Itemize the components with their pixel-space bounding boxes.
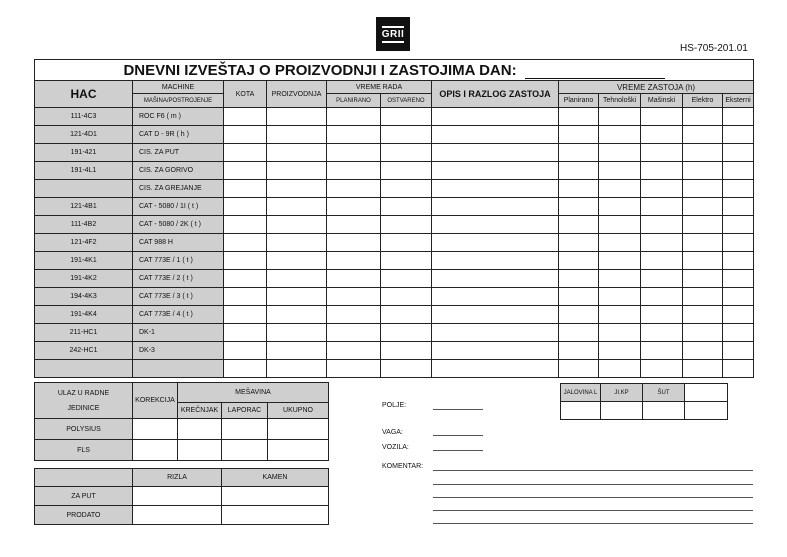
- input-cell[interactable]: [599, 216, 641, 234]
- input-cell[interactable]: [381, 252, 432, 270]
- input-cell[interactable]: [599, 324, 641, 342]
- input-cell[interactable]: [641, 162, 683, 180]
- input-cell[interactable]: [327, 126, 381, 144]
- input-cell[interactable]: [432, 162, 559, 180]
- input-cell[interactable]: [683, 324, 723, 342]
- input-cell[interactable]: [559, 108, 599, 126]
- table-row: [35, 144, 754, 162]
- input-cell[interactable]: [641, 324, 683, 342]
- input-cell[interactable]: [723, 342, 754, 360]
- jikp-header: JI.KP: [601, 384, 643, 402]
- fls-label: FLS: [35, 440, 133, 461]
- input-cell[interactable]: [327, 180, 381, 198]
- input-cell[interactable]: [133, 487, 222, 506]
- table-row: [35, 324, 754, 342]
- input-cell[interactable]: [432, 198, 559, 216]
- input-cell[interactable]: [432, 270, 559, 288]
- input-cell[interactable]: [432, 180, 559, 198]
- input-cell[interactable]: [599, 234, 641, 252]
- input-cell[interactable]: [432, 252, 559, 270]
- kamen-header: KAMEN: [222, 469, 329, 487]
- input-cell[interactable]: [432, 144, 559, 162]
- table-row: [35, 270, 754, 288]
- input-cell[interactable]: [224, 126, 267, 144]
- vreme-rada-header: VREME RADA: [327, 81, 432, 94]
- input-cell[interactable]: [683, 126, 723, 144]
- input-cell[interactable]: [599, 288, 641, 306]
- machine-name: CAT - 5080 / 1I ( t ): [133, 198, 224, 216]
- input-cell[interactable]: [723, 180, 754, 198]
- input-cell[interactable]: [224, 198, 267, 216]
- input-cell[interactable]: [599, 108, 641, 126]
- vaga-label: VAGA:: [382, 429, 403, 436]
- input-cell[interactable]: [683, 252, 723, 270]
- input-cell[interactable]: [432, 216, 559, 234]
- za-put-label: ZA PUT: [35, 487, 133, 506]
- input-cell[interactable]: [683, 198, 723, 216]
- input-cell[interactable]: [432, 306, 559, 324]
- rizla-corner: [35, 469, 133, 487]
- input-cell[interactable]: [559, 144, 599, 162]
- vaga-line[interactable]: [433, 435, 483, 436]
- table-row: [35, 198, 754, 216]
- input-cell[interactable]: [267, 108, 327, 126]
- input-cell[interactable]: [723, 306, 754, 324]
- machine-header: MACHINE: [133, 81, 224, 94]
- input-cell[interactable]: [599, 306, 641, 324]
- komentar-line[interactable]: [433, 470, 753, 471]
- production-report-table: [34, 59, 754, 378]
- input-cell[interactable]: [224, 180, 267, 198]
- input-cell[interactable]: [432, 324, 559, 342]
- input-cell[interactable]: [178, 419, 222, 440]
- input-cell[interactable]: [723, 198, 754, 216]
- prodato-label: PRODATO: [35, 506, 133, 525]
- zastoj-col-header: Planirano: [559, 94, 599, 108]
- input-cell[interactable]: [559, 162, 599, 180]
- input-cell[interactable]: [641, 180, 683, 198]
- input-cell[interactable]: [268, 440, 329, 461]
- ostvareno-header: OSTVARENO: [381, 94, 432, 108]
- input-cell[interactable]: [381, 288, 432, 306]
- input-cell[interactable]: [224, 108, 267, 126]
- machine-name: DK-1: [133, 324, 224, 342]
- machine-name: CIS. ZA PUT: [133, 144, 224, 162]
- input-cell[interactable]: [599, 162, 641, 180]
- input-cell[interactable]: [685, 402, 728, 420]
- input-cell[interactable]: [224, 324, 267, 342]
- input-cell[interactable]: [683, 306, 723, 324]
- input-cell[interactable]: [641, 126, 683, 144]
- input-cell[interactable]: [381, 108, 432, 126]
- input-cell[interactable]: [224, 216, 267, 234]
- input-cell[interactable]: [432, 360, 559, 378]
- machine-name: CAT - 5080 / 2K ( t ): [133, 216, 224, 234]
- input-cell[interactable]: [723, 252, 754, 270]
- input-cell[interactable]: [559, 126, 599, 144]
- table-row: [35, 162, 754, 180]
- table-row: [35, 108, 754, 126]
- hac-header: HAC: [35, 81, 133, 108]
- company-logo: GRII: [376, 17, 410, 51]
- hac-code: [35, 180, 133, 198]
- machine-name: CAT 988 H: [133, 234, 224, 252]
- input-cell[interactable]: [267, 270, 327, 288]
- input-cell[interactable]: [178, 440, 222, 461]
- input-cell[interactable]: [381, 144, 432, 162]
- input-cell[interactable]: [327, 270, 381, 288]
- input-cell[interactable]: [133, 419, 178, 440]
- input-cell[interactable]: [133, 440, 178, 461]
- machine-name: ROC F6 ( m ): [133, 108, 224, 126]
- input-cell[interactable]: [683, 162, 723, 180]
- input-cell[interactable]: [267, 216, 327, 234]
- vozila-line[interactable]: [433, 450, 483, 451]
- input-cell[interactable]: [381, 126, 432, 144]
- korekcija-header: KOREKCIJA: [133, 383, 178, 419]
- input-cell[interactable]: [641, 234, 683, 252]
- hac-code: 191-421: [35, 144, 133, 162]
- report-title: DNEVNI IZVEŠTAJ O PROIZVODNJI I ZASTOJIMA DAN:: [35, 60, 754, 81]
- input-cell[interactable]: [641, 342, 683, 360]
- ulaz-table: [34, 382, 329, 461]
- input-cell[interactable]: [327, 360, 381, 378]
- input-cell[interactable]: [559, 216, 599, 234]
- input-cell[interactable]: [327, 306, 381, 324]
- input-cell[interactable]: [224, 162, 267, 180]
- input-cell[interactable]: [222, 487, 329, 506]
- input-cell[interactable]: [683, 108, 723, 126]
- input-cell[interactable]: [327, 216, 381, 234]
- input-cell[interactable]: [723, 270, 754, 288]
- hac-code: 111-4B2: [35, 216, 133, 234]
- machine-name: CAT 773E / 4 ( t ): [133, 306, 224, 324]
- proizvodnja-header: PROIZVODNJA: [267, 81, 327, 108]
- input-cell[interactable]: [599, 270, 641, 288]
- input-cell[interactable]: [601, 402, 643, 420]
- input-cell[interactable]: [559, 360, 599, 378]
- input-cell[interactable]: [327, 144, 381, 162]
- opis-header: OPIS I RAZLOG ZASTOJA: [432, 81, 559, 108]
- input-cell[interactable]: [224, 252, 267, 270]
- zastoj-col-header: Elektro: [683, 94, 723, 108]
- input-cell[interactable]: [559, 306, 599, 324]
- document-code: HS-705-201.01: [680, 43, 748, 54]
- hac-code: 191-4L1: [35, 162, 133, 180]
- input-cell[interactable]: [685, 384, 728, 402]
- input-cell[interactable]: [267, 288, 327, 306]
- input-cell[interactable]: [381, 270, 432, 288]
- machine-name: CIS. ZA GORIVO: [133, 162, 224, 180]
- input-cell[interactable]: [432, 108, 559, 126]
- table-row: [35, 216, 754, 234]
- planirano-header: PLANIRANO: [327, 94, 381, 108]
- zastoj-col-header: Tehnološki: [599, 94, 641, 108]
- input-cell[interactable]: [327, 234, 381, 252]
- table-row: [35, 306, 754, 324]
- polje-label: POLJE:: [382, 402, 407, 409]
- input-cell[interactable]: [381, 216, 432, 234]
- input-cell[interactable]: [267, 126, 327, 144]
- input-cell[interactable]: [327, 252, 381, 270]
- input-cell[interactable]: [641, 270, 683, 288]
- hac-code: 242-HC1: [35, 342, 133, 360]
- date-line[interactable]: [525, 64, 665, 79]
- input-cell[interactable]: [381, 342, 432, 360]
- input-cell[interactable]: [641, 144, 683, 162]
- hac-code: 194-4K3: [35, 288, 133, 306]
- input-cell[interactable]: [222, 440, 268, 461]
- table-row: [35, 126, 754, 144]
- input-cell[interactable]: [683, 288, 723, 306]
- input-cell[interactable]: [559, 270, 599, 288]
- input-cell[interactable]: [381, 162, 432, 180]
- komentar-line[interactable]: [433, 497, 753, 498]
- input-cell[interactable]: [723, 144, 754, 162]
- hac-code: 191-4K1: [35, 252, 133, 270]
- zastoj-col-header: Mašinski: [641, 94, 683, 108]
- input-cell[interactable]: [683, 270, 723, 288]
- input-cell[interactable]: [641, 216, 683, 234]
- machine-subheader: MAŠINA/POSTROJENJE: [133, 94, 224, 108]
- hac-code: 121-4B1: [35, 198, 133, 216]
- input-cell[interactable]: [599, 180, 641, 198]
- hac-code: 121-4D1: [35, 126, 133, 144]
- input-cell[interactable]: [641, 198, 683, 216]
- sut-header: ŠUT: [643, 384, 685, 402]
- input-cell[interactable]: [327, 108, 381, 126]
- input-cell[interactable]: [723, 324, 754, 342]
- input-cell[interactable]: [559, 234, 599, 252]
- machine-name: CAT D - 9R ( h ): [133, 126, 224, 144]
- vozila-label: VOZILA:: [382, 444, 409, 451]
- input-cell[interactable]: [224, 360, 267, 378]
- input-cell[interactable]: [683, 144, 723, 162]
- input-cell[interactable]: [559, 180, 599, 198]
- input-cell[interactable]: [267, 324, 327, 342]
- input-cell[interactable]: [224, 234, 267, 252]
- input-cell[interactable]: [267, 180, 327, 198]
- komentar-line[interactable]: [433, 510, 753, 511]
- hac-code: 191-4K2: [35, 270, 133, 288]
- input-cell[interactable]: [267, 342, 327, 360]
- input-cell[interactable]: [641, 288, 683, 306]
- input-cell[interactable]: [683, 180, 723, 198]
- input-cell[interactable]: [723, 108, 754, 126]
- vreme-zastoja-header: VREME ZASTOJA (h): [559, 81, 754, 94]
- hac-code: [35, 360, 133, 378]
- input-cell[interactable]: [599, 252, 641, 270]
- jalovina-table: [560, 383, 728, 420]
- input-cell[interactable]: [599, 342, 641, 360]
- input-cell[interactable]: [723, 288, 754, 306]
- input-cell[interactable]: [224, 306, 267, 324]
- zastoj-col-header: Eksterni: [723, 94, 754, 108]
- komentar-line[interactable]: [433, 523, 753, 524]
- input-cell[interactable]: [432, 126, 559, 144]
- input-cell[interactable]: [133, 506, 222, 525]
- rizla-table: [34, 468, 329, 525]
- input-cell[interactable]: [559, 288, 599, 306]
- input-cell[interactable]: [559, 342, 599, 360]
- input-cell[interactable]: [641, 306, 683, 324]
- input-cell[interactable]: [599, 198, 641, 216]
- input-cell[interactable]: [643, 402, 685, 420]
- input-cell[interactable]: [641, 252, 683, 270]
- machine-name: DK-3: [133, 342, 224, 360]
- input-cell[interactable]: [267, 198, 327, 216]
- input-cell[interactable]: [723, 162, 754, 180]
- input-cell[interactable]: [268, 419, 329, 440]
- input-cell[interactable]: [683, 216, 723, 234]
- laporac-header: LAPORAC: [222, 403, 268, 419]
- input-cell[interactable]: [267, 144, 327, 162]
- input-cell[interactable]: [381, 360, 432, 378]
- input-cell[interactable]: [641, 360, 683, 378]
- input-cell[interactable]: [683, 342, 723, 360]
- ukupno-header: UKUPNO: [268, 403, 329, 419]
- hac-code: 121-4F2: [35, 234, 133, 252]
- hac-code: 191-4K4: [35, 306, 133, 324]
- input-cell[interactable]: [559, 198, 599, 216]
- rizla-header: RIZLA: [133, 469, 222, 487]
- komentar-line[interactable]: [433, 484, 753, 485]
- table-row: [35, 252, 754, 270]
- machine-name: [133, 360, 224, 378]
- input-cell[interactable]: [561, 402, 601, 420]
- input-cell[interactable]: [267, 306, 327, 324]
- input-cell[interactable]: [222, 506, 329, 525]
- input-cell[interactable]: [432, 288, 559, 306]
- input-cell[interactable]: [327, 342, 381, 360]
- input-cell[interactable]: [267, 252, 327, 270]
- table-row: [35, 234, 754, 252]
- input-cell[interactable]: [327, 198, 381, 216]
- machine-name: CIS. ZA GREJANJE: [133, 180, 224, 198]
- input-cell[interactable]: [222, 419, 268, 440]
- machine-name: CAT 773E / 3 ( t ): [133, 288, 224, 306]
- input-cell[interactable]: [327, 324, 381, 342]
- jalovina-header: JALOVINA L: [561, 384, 601, 402]
- input-cell[interactable]: [381, 180, 432, 198]
- mesavina-header: MEŠAVINA: [178, 383, 329, 403]
- input-cell[interactable]: [224, 144, 267, 162]
- input-cell[interactable]: [381, 306, 432, 324]
- polje-line[interactable]: [433, 409, 483, 410]
- input-cell[interactable]: [432, 342, 559, 360]
- input-cell[interactable]: [559, 252, 599, 270]
- input-cell[interactable]: [224, 288, 267, 306]
- input-cell[interactable]: [267, 360, 327, 378]
- input-cell[interactable]: [683, 234, 723, 252]
- krecnjak-header: KREČNJAK: [178, 403, 222, 419]
- input-cell[interactable]: [599, 144, 641, 162]
- input-cell[interactable]: [599, 126, 641, 144]
- input-cell[interactable]: [327, 288, 381, 306]
- machine-name: CAT 773E / 2 ( t ): [133, 270, 224, 288]
- table-row: [35, 342, 754, 360]
- input-cell[interactable]: [683, 360, 723, 378]
- input-cell[interactable]: [559, 324, 599, 342]
- polysius-label: POLYSIUS: [35, 419, 133, 440]
- hac-code: 111-4C3: [35, 108, 133, 126]
- komentar-label: KOMENTAR:: [382, 463, 424, 470]
- input-cell[interactable]: [267, 234, 327, 252]
- input-cell[interactable]: [723, 126, 754, 144]
- input-cell[interactable]: [327, 162, 381, 180]
- ulaz-header: ULAZ U RADNE JEDINICE: [35, 383, 133, 419]
- input-cell[interactable]: [432, 234, 559, 252]
- input-cell[interactable]: [723, 216, 754, 234]
- input-cell[interactable]: [381, 324, 432, 342]
- table-row: [35, 288, 754, 306]
- input-cell[interactable]: [381, 234, 432, 252]
- input-cell[interactable]: [723, 360, 754, 378]
- machine-name: CAT 773E / 1 ( t ): [133, 252, 224, 270]
- input-cell[interactable]: [641, 108, 683, 126]
- input-cell[interactable]: [224, 342, 267, 360]
- table-row: [35, 360, 754, 378]
- input-cell[interactable]: [224, 270, 267, 288]
- hac-code: 211-HC1: [35, 324, 133, 342]
- input-cell[interactable]: [267, 162, 327, 180]
- input-cell[interactable]: [723, 234, 754, 252]
- input-cell[interactable]: [381, 198, 432, 216]
- table-row: [35, 180, 754, 198]
- input-cell[interactable]: [599, 360, 641, 378]
- kota-header: KOTA: [224, 81, 267, 108]
